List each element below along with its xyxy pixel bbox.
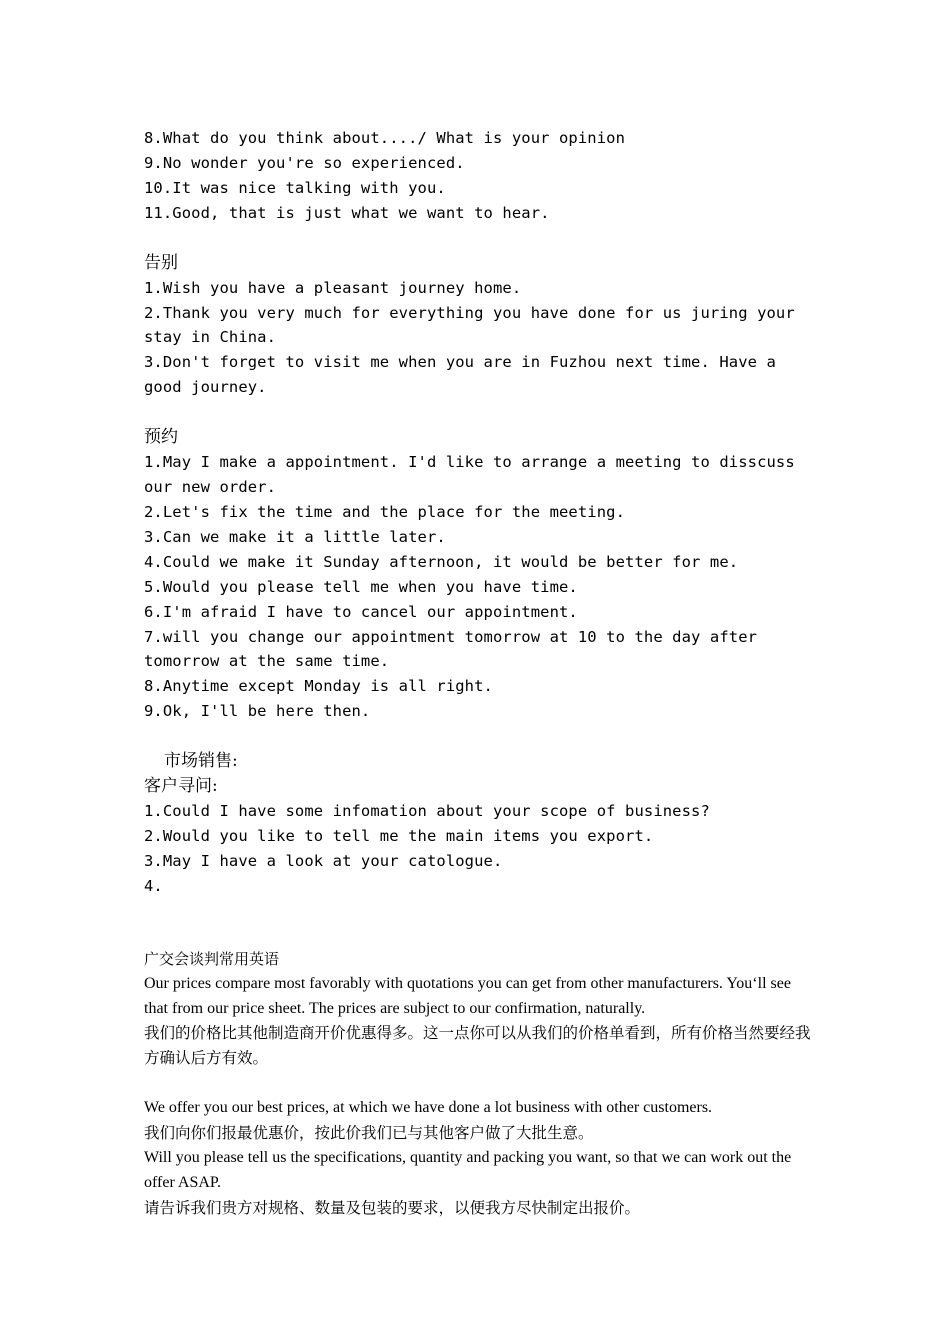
- appointment-line: 2.Let's fix the time and the place for the meeting.: [144, 502, 626, 521]
- canton-fair-heading: 广交会谈判常用英语: [144, 949, 280, 968]
- appointment-line: 9.Ok, I'll be here then.: [144, 702, 371, 721]
- appointment-line: 3.Can we make it a little later.: [144, 527, 446, 546]
- opinion-line: 9.No wonder you're so experienced.: [144, 153, 465, 172]
- appointment-heading: 预约: [144, 427, 178, 448]
- appointment-line: 4.Could we make it Sunday afternoon, it would be better for me.: [144, 552, 739, 571]
- marketing-section: [144, 749, 812, 899]
- appointment-line: 7.will you change our appointment tomorrow at 10 to the day after tomorrow at the same time.: [144, 627, 767, 671]
- opinion-line: 10.It was nice talking with you.: [144, 178, 446, 197]
- marketing-heading: 市场销售:: [164, 751, 238, 772]
- marketing-line: 4.: [144, 876, 163, 895]
- marketing-line: 3.May I have a look at your catologue.: [144, 851, 503, 870]
- appointment-line: 8.Anytime except Monday is all right.: [144, 677, 493, 696]
- appointment-line: 5.Would you please tell me when you have time.: [144, 577, 578, 596]
- canton-fair-paragraph-zh: 我们的价格比其他制造商开价优惠得多。这一点你可以从我们的价格单看到，所有价格当然要经我方确认后方有效。: [144, 1024, 811, 1068]
- spacer: [144, 1071, 812, 1096]
- farewell-heading: 告别: [144, 252, 178, 273]
- appointment-line: 1.May I make a appointment. I'd like to arrange a meeting to disscuss our new order.: [144, 453, 805, 497]
- canton-fair-paragraph-en: Our prices compare most favorably with quotations you can get from other manufacturers. You‘ll see that from our price sheet. The prices are subject to our confirmation, naturally.: [144, 974, 791, 1017]
- marketing-line: 1.Could I have some infomation about your scope of business?: [144, 802, 710, 821]
- appointment-line: 6.I'm afraid I have to cancel our appointment.: [144, 602, 578, 621]
- canton-fair-paragraph-en: Will you please tell us the specifications, quantity and packing you want, so that we can work out the offer ASAP.: [144, 1149, 792, 1191]
- canton-fair-paragraph-en: We offer you our best prices, at which we have done a lot business with other customers.: [144, 1099, 713, 1117]
- farewell-line: 1.Wish you have a pleasant journey home.: [144, 278, 522, 297]
- spacer: [144, 724, 812, 749]
- canton-fair-section: [144, 947, 812, 1221]
- farewell-line: 3.Don't forget to visit me when you are in Fuzhou next time. Have a good journey.: [144, 353, 786, 397]
- spacer: [144, 226, 812, 251]
- opinion-line: 8.What do you think about..../ What is your opinion: [144, 129, 626, 147]
- canton-fair-paragraph-zh: 我们向你们报最优惠价，按此价我们已与其他客户做了大批生意。: [144, 1124, 594, 1143]
- spacer: [144, 400, 812, 425]
- farewell-line: 2.Thank you very much for everything you have done for us juring your stay in China.: [144, 303, 805, 347]
- spacer: [144, 899, 812, 947]
- marketing-line: 2.Would you like to tell me the main items you export.: [144, 827, 654, 846]
- opinion-section: [144, 126, 812, 226]
- appointment-section: [144, 425, 812, 724]
- farewell-section: [144, 251, 812, 401]
- marketing-subheading: 客户寻问:: [144, 776, 218, 797]
- document-page: [144, 126, 812, 1221]
- canton-fair-paragraph-zh: 请告诉我们贵方对规格、数量及包装的要求，以便我方尽快制定出报价。: [144, 1198, 641, 1217]
- opinion-line: 11.Good, that is just what we want to hear.: [144, 203, 550, 222]
